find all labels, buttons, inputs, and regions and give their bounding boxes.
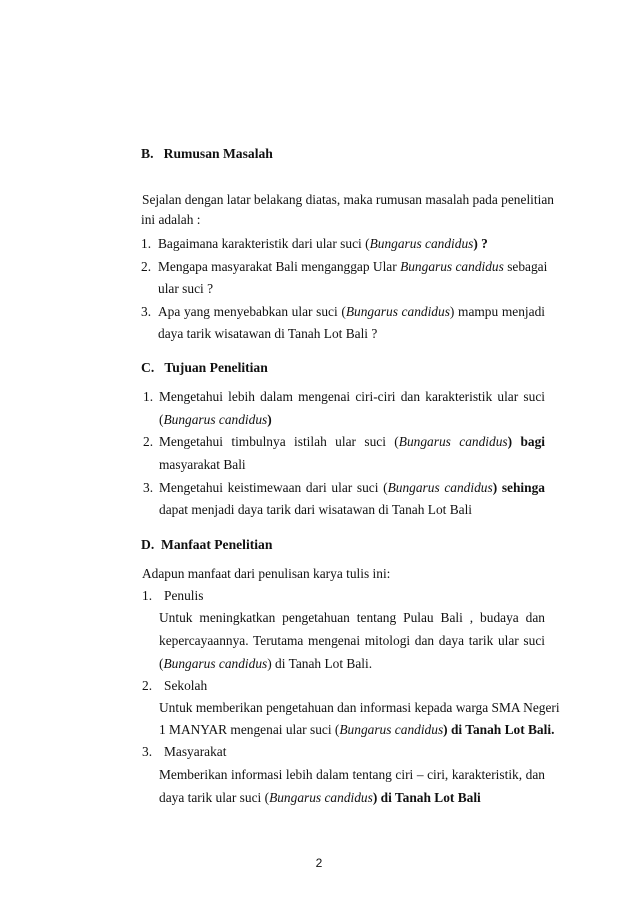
list-item-continuation: dapat menjadi daya tarik dari wisatawan di Tanah Lot Bali [159, 502, 473, 517]
species-name: Bungarus candidus [369, 236, 474, 251]
section-b-title: Rumusan Masalah [163, 146, 273, 161]
species-name: Bungarus candidus [269, 790, 373, 805]
species-name: Bungarus candidus [398, 434, 508, 449]
section-b-intro-line1: Sejalan dengan latar belakang diatas, maka rumusan masalah pada penelitian [142, 192, 554, 207]
list-item-label: Sekolah [164, 678, 208, 693]
species-name: Bungarus candidus [387, 480, 493, 495]
species-name: Bungarus candidus [400, 259, 504, 274]
section-c-heading [141, 360, 268, 376]
list-item-number: 1. [142, 588, 153, 603]
list-item-number: 1. [141, 236, 152, 251]
list-item-continuation: (Bungarus candidus) [159, 412, 272, 427]
list-item-continuation: masyarakat Bali [159, 457, 246, 472]
section-d-title: Manfaat Penelitian [161, 537, 273, 552]
list-item: Mengetahui timbulnya istilah ular suci (Bungarus candidus) bagi [159, 434, 546, 449]
list-item-continuation: ular suci ? [158, 281, 214, 296]
list-item-number: 3. [143, 480, 154, 495]
species-name: Bungarus candidus [163, 656, 268, 671]
section-b-intro-line2: ini adalah : [141, 212, 201, 227]
list-item: Mengetahui keistimewaan dari ular suci (Bungarus candidus) sehinga [159, 480, 545, 495]
section-c-title: Tujuan Penelitian [164, 360, 268, 375]
list-item-label: Penulis [164, 588, 204, 603]
paragraph-line: Untuk memberikan pengetahuan dan informasi kepada warga SMA Negeri [159, 700, 560, 715]
section-b-letter: B. [141, 146, 154, 161]
list-item-number: 3. [141, 304, 152, 319]
species-name: Bungarus candidus [163, 412, 268, 427]
list-item: Mengapa masyarakat Bali menganggap Ular Bungarus candidus sebagai [158, 259, 548, 274]
paragraph-line: Untuk meningkatkan pengetahuan tentang Pulau Bali , budaya dan [159, 610, 545, 625]
list-item-number: 2. [142, 678, 153, 693]
list-item-continuation: daya tarik wisatawan di Tanah Lot Bali ? [158, 326, 378, 341]
section-c-letter: C. [141, 360, 155, 375]
list-item-number: 3. [142, 744, 153, 759]
list-item-label: Masyarakat [164, 744, 227, 759]
section-d-heading [141, 537, 272, 553]
section-b-heading [141, 146, 273, 162]
list-item: Apa yang menyebabkan ular suci (Bungarus candidus) mampu menjadi [158, 304, 545, 319]
species-name: Bungarus candidus [345, 304, 450, 319]
list-item-number: 2. [143, 434, 154, 449]
list-item-number: 2. [141, 259, 152, 274]
section-d-intro: Adapun manfaat dari penulisan karya tulis ini: [142, 566, 391, 581]
page-number: 2 [315, 856, 323, 870]
section-d-letter: D. [141, 537, 155, 552]
list-item-number: 1. [143, 389, 154, 404]
species-name: Bungarus candidus [339, 722, 444, 737]
paragraph-line: kepercayaannya. Terutama mengenai mitologi dan daya tarik ular suci [159, 633, 545, 648]
list-item: Mengetahui lebih dalam mengenai ciri-ciri dan karakteristik ular suci [159, 389, 545, 404]
list-item: Bagaimana karakteristik dari ular suci (Bungarus candidus) ? [158, 236, 488, 251]
paragraph-line: 1 MANYAR mengenai ular suci (Bungarus candidus) di Tanah Lot Bali. [159, 722, 555, 737]
paragraph-line: Memberikan informasi lebih dalam tentang ciri – ciri, karakteristik, dan [159, 767, 545, 782]
paragraph-line: (Bungarus candidus) di Tanah Lot Bali. [159, 656, 373, 671]
paragraph-line: daya tarik ular suci (Bungarus candidus) di Tanah Lot Bali [159, 790, 481, 805]
